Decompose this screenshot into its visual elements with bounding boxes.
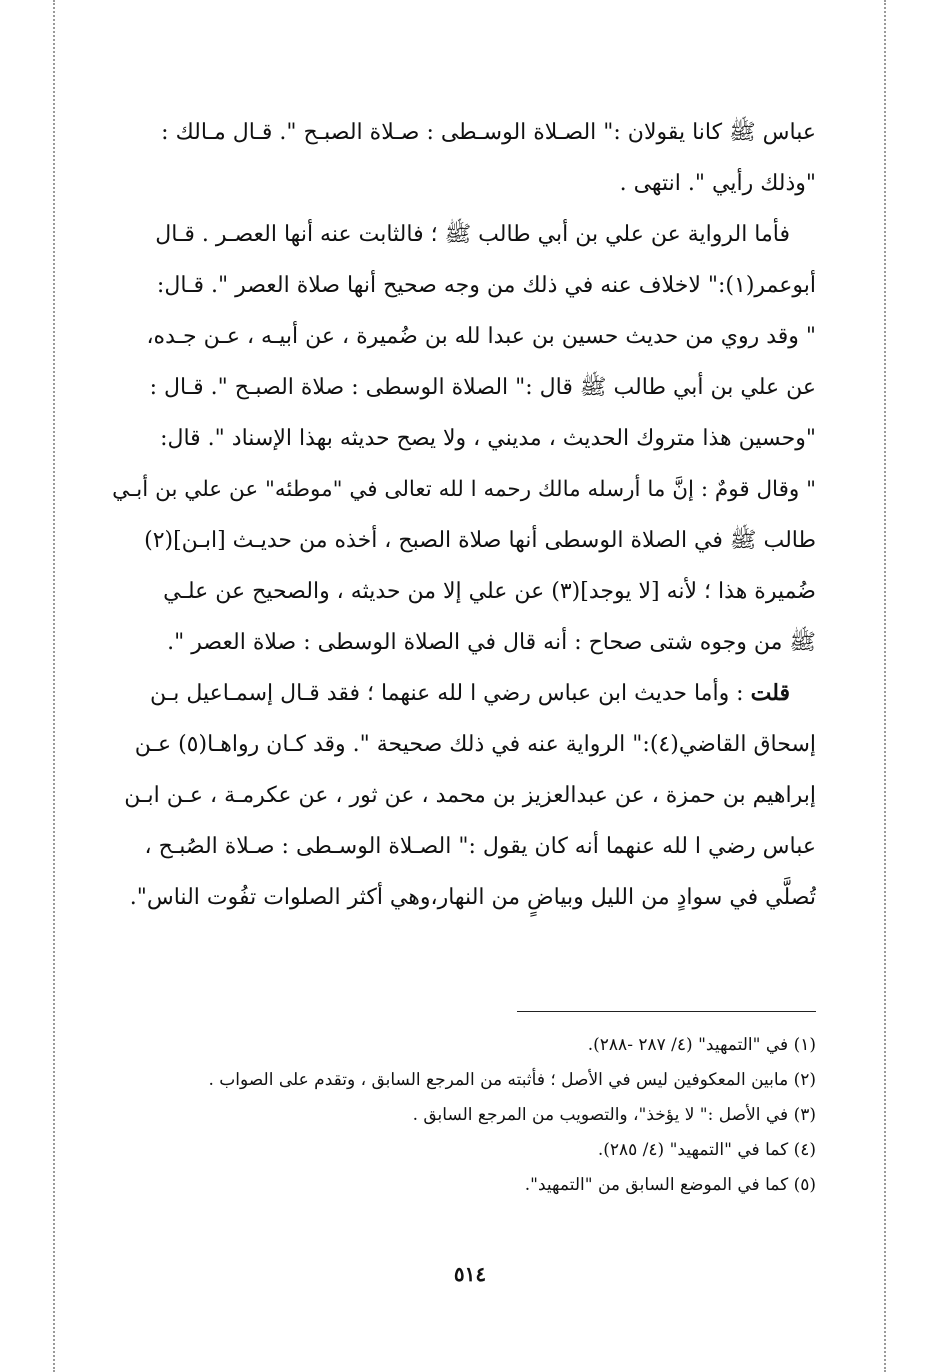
page-number: ٥١٤: [453, 1262, 487, 1286]
text-line: "وذلك رأيي ". انتهى .: [619, 171, 816, 196]
footnote: (٥) كما في الموضع السابق من "التمهيد".: [524, 1175, 816, 1195]
footnote-divider: [517, 1011, 816, 1012]
text-line: تُصلَّي في سوادٍ من الليل وبياضٍ من النهار،وهي أكثر الصلوات تفُوت الناس".: [129, 885, 816, 910]
footnotes: [150, 1028, 816, 1203]
text-line: إبراهيم بن حمزة ، عن عبدالعزيز بن محمد ، عن ثور ، عن عكرمـة ، عـن ابـن: [124, 783, 816, 808]
footnote: (٣) في الأصل :" لا يؤخذ"، والتصويب من المرجع السابق .: [412, 1105, 816, 1125]
text-line: " وقد روي من حديث حسين بن عبدا لله بن ضُميرة ، عن أبيـه ، عـن جـده،: [146, 324, 816, 349]
text-line: عباس ﷺ كانا يقولان :" الصـلاة الوسـطى : صـلاة الصبـح ". قـال مـالك :: [161, 120, 816, 145]
main-text: [104, 107, 816, 923]
text-line: ﷺ من وجوه شتى صحاح : أنه قال في الصلاة الوسطى : صلاة العصر ".: [167, 630, 816, 655]
text-line: طالب ﷺ في الصلاة الوسطى أنها صلاة الصبح ، أخذه من حديـث [ابـن](٢): [144, 528, 816, 553]
text-line: ضُميرة هذا ؛ لأنه [لا يوجد](٣) عن علي إلا من حديثه ، والصحيح عن علـي: [163, 579, 816, 604]
text-line: إسحاق القاضي(٤):" الرواية عنه في ذلك صحيحة ". وقد كـان رواهـا(٥) عـن: [134, 732, 816, 757]
text-line: "وحسين هذا متروك الحديث ، مديني ، ولا يصح حديثه بهذا الإسناد ". قال:: [160, 426, 816, 451]
lead-word: قلت: [750, 680, 790, 706]
footnote: (١) في "التمهيد" (٤/ ٢٨٧ -٢٨٨).: [587, 1035, 816, 1055]
footnote: (٤) كما في "التمهيد" (٤/ ٢٨٥).: [597, 1140, 816, 1160]
text-line-lead: قلت : وأما حديث ابن عباس رضي ا لله عنهما ؛ فقد قـال إسمـاعيل بـن: [150, 680, 790, 706]
scan-guide-right: [884, 0, 886, 1372]
text-line: فأما الرواية عن علي بن أبي طالب ﷺ ؛ فالثابت عنه أنها العصـر . قـال: [155, 222, 790, 247]
text-line: عباس رضي ا لله عنهما أنه كان يقول :" الصـلاة الوسـطى : صـلاة الصُبـح ،: [144, 834, 816, 859]
scan-guide-left: [53, 0, 55, 1372]
footnote: (٢) مابين المعكوفين ليس في الأصل ؛ فأثبته من المرجع السابق ، وتقدم على الصواب .: [208, 1070, 816, 1090]
text-line: " وقال قومٌ : إنَّ ما أرسله مالك رحمه ا لله تعالى في "موطئه" عن علي بن أبـي: [112, 477, 816, 502]
text-line: عن علي بن أبي طالب ﷺ قال :" الصلاة الوسطى : صلاة الصبـح ". قـال :: [149, 375, 816, 400]
text-line: أبوعمر(١):" لاخلاف عنه في ذلك من وجه صحيح أنها صلاة العصر ". قـال:: [156, 273, 816, 298]
